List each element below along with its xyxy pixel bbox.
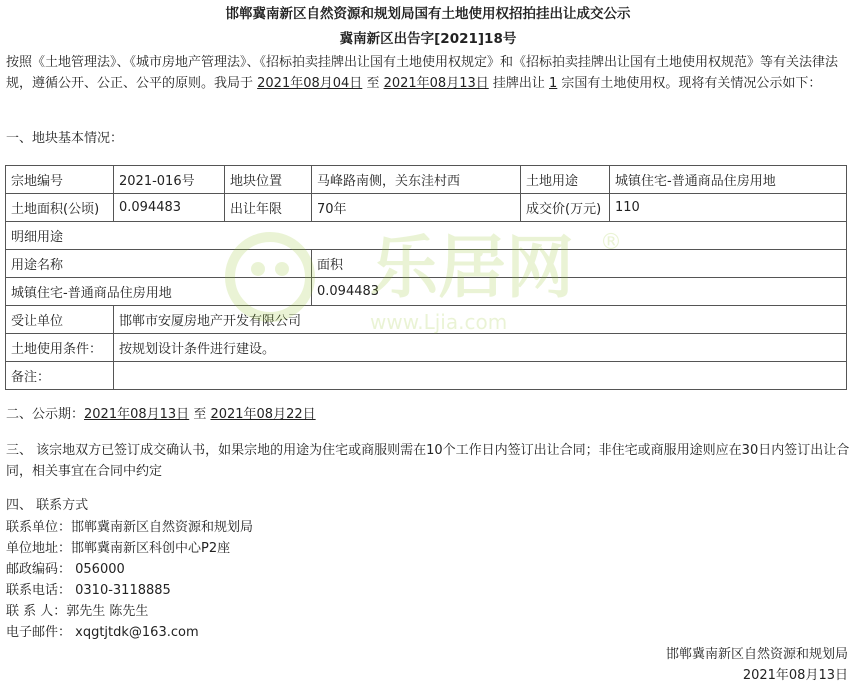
section-4-heading: 四、 联系方式 [6, 498, 89, 513]
table-row [6, 334, 847, 362]
contact-email: 电子邮件： xqgtjtdk@163.com [6, 625, 199, 640]
table-cell: 土地使用条件： [6, 334, 114, 362]
intro-to: 至 [362, 76, 384, 91]
table-row [6, 166, 847, 194]
parcel-count: 1 [549, 76, 558, 91]
table-cell: 出让年限 [225, 194, 312, 222]
table-cell [114, 362, 847, 390]
table-cell: 110 [610, 194, 847, 222]
watermark-registered-mark: ® [600, 230, 622, 255]
table-cell: 按规划设计条件进行建设。 [114, 334, 847, 362]
table-cell: 0.094483 [312, 278, 847, 306]
intro-text-2: 挂牌出让 [488, 76, 550, 91]
table-cell: 城镇住宅-普通商品住房用地 [6, 278, 312, 306]
table-cell: 0.094483 [114, 194, 225, 222]
notice-start-date: 2021年08月13日 [84, 407, 190, 422]
section-2 [6, 404, 316, 425]
table-cell: 成交价(万元) [521, 194, 610, 222]
signature-org: 邯郸冀南新区自然资源和规划局 [665, 647, 848, 662]
table-cell: 备注： [6, 362, 114, 390]
table-cell: 马峰路南侧，关东洼村西 [312, 166, 521, 194]
table-cell: 70年 [312, 194, 521, 222]
table-cell: 土地面积(公顷) [6, 194, 114, 222]
watermark-text: 乐居网 [370, 229, 575, 308]
signature-block [666, 644, 848, 686]
table-row [6, 222, 847, 250]
table-cell: 用途名称 [6, 250, 312, 278]
intro-paragraph [6, 52, 850, 94]
table-cell: 2021-016号 [114, 166, 225, 194]
contact-unit: 联系单位：邯郸冀南新区自然资源和规划局 [6, 520, 254, 535]
table-row [6, 250, 847, 278]
table-row [6, 194, 847, 222]
listing-start-date: 2021年08月04日 [257, 76, 363, 91]
table-cell: 受让单位 [6, 306, 114, 334]
signature-date: 2021年08月13日 [742, 668, 848, 683]
contact-postcode: 邮政编码： 056000 [6, 562, 125, 577]
section-1-heading: 一、地块基本情况： [6, 131, 124, 146]
table-cell: 明细用途 [6, 222, 847, 250]
contact-phone: 联系电话： 0310-3118885 [6, 583, 171, 598]
intro-text-1: 按照《土地管理法》、《城市房地产管理法》、《招标拍卖挂牌出让国有土地使用权规定》和《招标拍卖挂牌出让国有土地使用权规范》等有关法律法规，遵循公开、公正、公平的原则。我局于 [6, 55, 839, 91]
table-cell: 宗地编号 [6, 166, 114, 194]
parcel-info-table [5, 165, 847, 390]
contact-address: 单位地址：邯郸冀南新区科创中心P2座 [6, 541, 231, 556]
page-title: 邯郸冀南新区自然资源和规划局国有土地使用权招拍挂出让成交公示 [225, 6, 631, 22]
listing-end-date: 2021年08月13日 [383, 76, 489, 91]
table-row [6, 306, 847, 334]
section-2-label: 二、公示期： [6, 407, 85, 422]
notice-end-date: 2021年08月22日 [210, 407, 316, 422]
contact-person: 联 系 人：郭先生 陈先生 [6, 604, 149, 619]
table-cell: 土地用途 [521, 166, 610, 194]
table-cell: 邯郸市安厦房地产开发有限公司 [114, 306, 847, 334]
intro-text-3: 宗国有土地使用权。现将有关情况公示如下： [557, 76, 822, 91]
document-number: 冀南新区出告字[2021]18号 [339, 31, 517, 47]
contact-info [6, 517, 253, 643]
table-cell: 面积 [312, 250, 847, 278]
section-3: 三、 该宗地双方已签订成交确认书，如果宗地的用途为住宅或商服则需在10个工作日内签订出让合同；非住宅或商服用途则应在30日内签订出让合同，相关事宜在合同中约定 [6, 443, 850, 479]
table-cell: 地块位置 [225, 166, 312, 194]
notice-to: 至 [189, 407, 211, 422]
table-row [6, 278, 847, 306]
table-row [6, 362, 847, 390]
watermark-url: www.Ljia.com [370, 310, 508, 334]
table-cell: 城镇住宅-普通商品住房用地 [610, 166, 847, 194]
